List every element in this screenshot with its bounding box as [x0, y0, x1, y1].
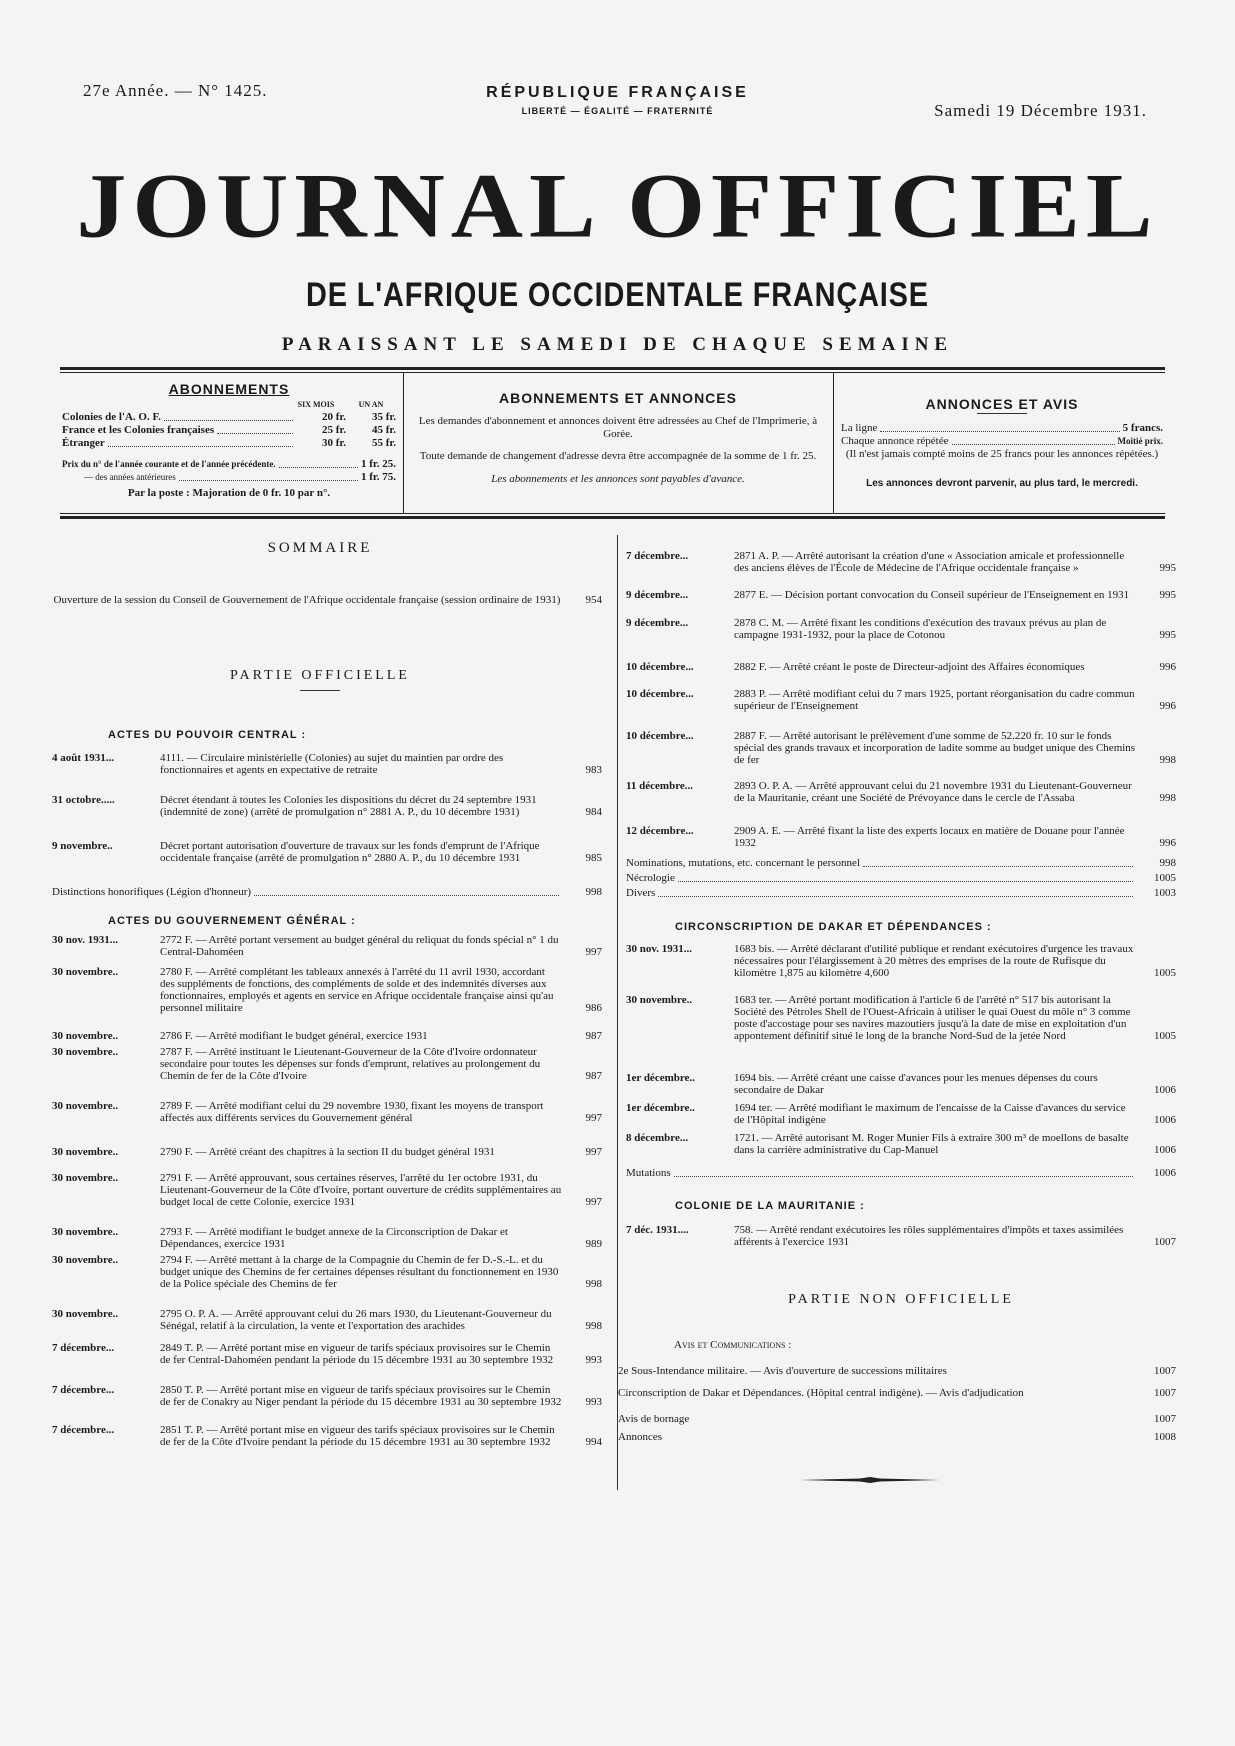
periodicity: PARAISSANT LE SAMEDI DE CHAQUE SEMAINE [281, 334, 954, 355]
toc-entry-date: 10 décembre... [626, 730, 694, 742]
toc-entry-date: 30 novembre.. [52, 1100, 119, 1112]
toc-entry-date: 30 novembre.. [52, 1030, 119, 1042]
toc-entry [618, 1413, 1176, 1425]
toc-entry-text: 1683 ter. — Arrêté portant modification à l'article 6 de l'arrêté n° 517 bis autorisant la Société des Pétroles Shell de l'Ouest-Africain à utiliser le quai Ouest du môle n° 3 comme poste d'accostage pour ses navires mazoutiers jusqu'à la date de mise en exploitation d'un appontement définitif situé le long de la branche Nord-Sud de la jetée Nord [734, 994, 1131, 1042]
toc-entry [626, 994, 1176, 1042]
toc-entry-page: 1006 [1154, 1084, 1176, 1096]
distinctions-text: Distinctions honorifiques (Légion d'honneur) [52, 886, 252, 898]
necrologie-text: Nécrologie [626, 872, 675, 884]
toc-entry-page: 985 [585, 852, 602, 864]
toc-entry-text: 758. — Arrêté rendant exécutoires les rôles supplémentaires d'impôts et taxes assimilées afférents à l'exercice 1931 [734, 1224, 1124, 1248]
toc-entry-text: 2849 T. P. — Arrêté portant mise en vigueur de tarifs spéciaux provisoires sur le Chemin de fer Central-Dahoméen pendant la période du 15 décembre 1931 au 30 septembre 1932 [160, 1342, 554, 1366]
abonnement-year: 55 fr. [371, 437, 396, 449]
ligne-value: 5 francs. [1122, 422, 1163, 434]
toc-entry-date: 12 décembre... [626, 825, 694, 837]
abonnements-annonces-p3: Les abonnements et les annonces sont payables d'avance. [491, 473, 745, 485]
toc-entry-page: 983 [585, 764, 602, 776]
toc-entry [626, 825, 1176, 849]
partie-non-officielle-title: PARTIE NON OFFICIELLE [788, 1292, 1014, 1307]
toc-entry-date: 30 novembre.. [52, 966, 119, 978]
toc-entry-date: 9 décembre... [626, 589, 689, 601]
box-divider [833, 372, 834, 513]
toc-entry-date: 30 novembre.. [52, 1146, 119, 1158]
toc-entry [52, 1308, 602, 1332]
mutations-text: Mutations [626, 1167, 671, 1179]
toc-entry-page: 984 [585, 806, 602, 818]
toc-entry-page: 1007 [1154, 1387, 1176, 1399]
divers-page: 1003 [1154, 887, 1176, 899]
column-divider [617, 535, 618, 1490]
toc-entry-date: 9 décembre... [626, 617, 689, 629]
toc-entry [626, 550, 1176, 574]
toc-entry-date: 30 novembre.. [52, 1254, 119, 1266]
toc-entry [626, 617, 1176, 641]
toc-entry-page: 997 [585, 1196, 602, 1208]
divers-text: Divers [626, 887, 656, 899]
toc-entry [52, 1172, 602, 1208]
toc-entry-text: 2887 F. — Arrêté autorisant le prélèvement d'une somme de 52.220 fr. 10 sur le fonds spécial des grands travaux et incorporation de ladite somme au budget unique des Chemins de fer [734, 730, 1136, 766]
toc-entry [618, 1431, 1176, 1443]
toc-entry-page: 998 [1159, 754, 1176, 766]
toc-entry-text: 2871 A. P. — Arrêté autorisant la création d'une « Association amicale et professionnelle des anciens élèves de l'École de Médecine de l'Afrique occidentale française » [734, 550, 1125, 574]
toc-entry-text: 1694 ter. — Arrêté modifiant le maximum de l'encaisse de la Caisse d'avances du service de l'Hôpital indigène [734, 1102, 1126, 1126]
abonnement-six: 20 fr. [321, 411, 346, 423]
toc-entry-page: 997 [585, 946, 602, 958]
divers-entry [626, 887, 1176, 899]
toc-entry-page: 995 [1159, 629, 1176, 641]
partie-non-officielle-heading [626, 1292, 1176, 1308]
abonnements-box [62, 383, 396, 500]
toc-entry-date: 30 novembre.. [52, 1308, 119, 1320]
toc-entry-date: 30 novembre.. [52, 1172, 119, 1184]
ligne-label: La ligne [841, 422, 878, 434]
toc-entry [52, 840, 602, 864]
toc-entry-text: 2850 T. P. — Arrêté portant mise en vigueur de tarifs spéciaux provisoires sur le Chemin de fer de Conakry au Niger pendant la période du 15 décembre 1931 au 30 septembre 1932 [160, 1384, 562, 1408]
abonnements-annonces-heading: ABONNEMENTS ET ANNONCES [499, 390, 737, 406]
toc-entry-text: 1721. — Arrêté autorisant M. Roger Munier Fils à extraire 300 m³ de moellons de basalte dans la carrière administrative du Cap-Manuel [734, 1132, 1129, 1156]
toc-entry-date: 30 nov. 1931... [52, 934, 119, 946]
toc-entry-text: 2909 A. E. — Arrêté fixant la liste des experts locaux en matière de Douane pour l'année 1932 [734, 825, 1125, 849]
distinctions-entry [52, 886, 602, 898]
toc-entry-date: 10 décembre... [626, 688, 694, 700]
motto: LIBERTÉ — ÉGALITÉ — FRATERNITÉ [521, 106, 714, 116]
repete-label: Chaque annonce répétée [841, 435, 949, 447]
toc-entry [626, 661, 1176, 673]
toc-entry-text: Circonscription de Dakar et Dépendances. (Hôpital central indigène). — Avis d'adjudication [618, 1387, 1024, 1399]
toc-entry-date: 4 août 1931... [52, 752, 115, 764]
toc-entry [626, 1072, 1176, 1096]
toc-entry [626, 589, 1176, 601]
toc-entry-page: 993 [585, 1396, 602, 1408]
toc-entry [52, 1146, 602, 1158]
actes-gouv-heading: ACTES DU GOUVERNEMENT GÉNÉRAL : [108, 915, 356, 927]
toc-entry [52, 1030, 602, 1042]
abonnement-year: 45 fr. [371, 424, 396, 436]
toc-entry-page: 987 [585, 1070, 602, 1082]
end-ornament [800, 1470, 940, 1474]
toc-entry-text: 2877 E. — Décision portant convocation du Conseil supérieur de l'Enseignement en 1931 [734, 589, 1130, 601]
toc-entry-page: 998 [585, 1320, 602, 1332]
toc-entry-date: 11 décembre... [626, 780, 694, 792]
toc-entry-page: 996 [1159, 837, 1176, 849]
toc-entry [626, 943, 1176, 979]
toc-entry-date: 7 décembre... [52, 1424, 115, 1436]
toc-entry-date: 10 décembre... [626, 661, 694, 673]
partie-officielle-heading [60, 668, 580, 691]
toc-entry-date: 31 octobre..... [52, 794, 115, 806]
toc-entry-date: 30 nov. 1931... [626, 943, 693, 955]
toc-entry-date: 9 novembre.. [52, 840, 113, 852]
toc-entry [52, 1384, 602, 1408]
toc-entry [52, 1046, 602, 1082]
toc-entry-page: 987 [585, 1030, 602, 1042]
toc-entry-page: 1005 [1154, 967, 1176, 979]
toc-entry-text: 2791 F. — Arrêté approuvant, sous certaines réserves, l'arrêté du 1er octobre 1931, du Lieutenant-Gouverneur de la Côte d'Ivoire, portant ouverture de crédits supplémentaires au budget local de cette Colonie, exercice 1931 [160, 1172, 562, 1208]
abonnements-annonces-p2: Toute demande de changement d'adresse devra être accompagnée de la somme de 1 fr. 25. [419, 450, 817, 462]
toc-entry-date: 30 novembre.. [52, 1226, 119, 1238]
toc-entry-date: 1er décembre.. [626, 1072, 695, 1084]
toc-entry-page: 997 [585, 1146, 602, 1158]
toc-entry-text: 2851 T. P. — Arrêté portant mise en vigueur des tarifs spéciaux provisoires sur le Chemin de fer de la Côte d'Ivoire pendant la période du 15 décembre 1931 au 30 septembre 1932 [160, 1424, 555, 1448]
abonnements-annonces-p1: Les demandes d'abonnement et annonces doivent être adressées au Chef de l'Imprimerie, à Gorée. [418, 415, 818, 440]
toc-entry-page: 996 [1159, 700, 1176, 712]
toc-entry-text: 4111. — Circulaire ministérielle (Colonies) au sujet du maintien par ordre des fonctionnaires et agents en expectative de retraite [160, 752, 504, 776]
toc-entry-date: 7 décembre... [52, 1342, 115, 1354]
edition-number: 27e Année. — N° 1425. [83, 81, 268, 100]
prix-value: 1 fr. 25. [360, 458, 396, 470]
toc-entry-text: Décret portant autorisation d'ouverture de travaux sur les fonds d'emprunt de l'Afrique occidentale française (arrêté de promulgation n° 2880 A. P., du 10 décembre 1931 [160, 840, 540, 864]
toc-entry-text: 2893 O. P. A. — Arrêté approuvant celui du 21 novembre 1931 du Lieutenant-Gouverneur de la Mauritanie, créant une Société de Prévoyance dans le cercle de l'Assaba [734, 780, 1132, 804]
toc-entry [52, 934, 602, 958]
annonces-avis-box [841, 398, 1163, 490]
journal-subtitle: DE L'AFRIQUE OCCIDENTALE FRANÇAISE [306, 276, 929, 314]
toc-entry-page: 1006 [1154, 1144, 1176, 1156]
toc-entry-text: 2794 F. — Arrêté mettant à la charge de la Compagnie du Chemin de fer D.-S.-L. et du budget unique des Chemins de fer certaines dépenses résultant du fonctionnement en 1930 de la Police spéciale des Chemins de fer [160, 1254, 559, 1290]
toc-entry [52, 1100, 602, 1124]
toc-entry-date: 7 décembre... [52, 1384, 115, 1396]
abonnement-label: Colonies de l'A. O. F. [62, 411, 161, 423]
nominations-text: Nominations, mutations, etc. concernant le personnel [626, 857, 860, 869]
toc-entry [626, 688, 1176, 712]
avis-heading: Avis et Communications : [674, 1339, 792, 1351]
toc-entry-page: 993 [585, 1354, 602, 1366]
ouverture-entry [52, 594, 602, 606]
toc-entry-date: 8 décembre... [626, 1132, 689, 1144]
abonnement-label: Étranger [62, 437, 105, 449]
toc-entry [52, 794, 602, 818]
toc-entry-page: 995 [1159, 589, 1176, 601]
header-rule-bottom [60, 513, 1165, 519]
toc-entry-text: Annonces [618, 1431, 662, 1443]
toc-entry [618, 1365, 1176, 1377]
toc-entry-page: 1008 [1154, 1431, 1176, 1443]
sommaire-heading: SOMMAIRE [267, 540, 373, 556]
header-rule-top [60, 367, 1165, 373]
toc-entry [626, 730, 1176, 766]
toc-entry [52, 1226, 602, 1250]
toc-entry-page: 1007 [1154, 1413, 1176, 1425]
prix-label: Prix du n° de l'année courante et de l'année précédente. [62, 459, 276, 469]
toc-entry-text: 2883 P. — Arrêté modifiant celui du 7 mars 1925, portant réorganisation du cadre commun supérieur de l'Enseignement [734, 688, 1135, 712]
toc-entry-text: 2786 F. — Arrêté modifiant le budget général, exercice 1931 [160, 1030, 428, 1042]
toc-entry-date: 7 décembre... [626, 550, 689, 562]
toc-entry-date: 1er décembre.. [626, 1102, 695, 1114]
toc-entry-text: 2789 F. — Arrêté modifiant celui du 29 novembre 1930, fixant les moyens de transport affectés aux différents services du Gouvernement général [160, 1100, 544, 1124]
toc-entry-page: 997 [585, 1112, 602, 1124]
toc-entry [626, 780, 1176, 804]
toc-entry [618, 1387, 1176, 1399]
toc-entry-text: 2e Sous-Intendance militaire. — Avis d'ouverture de successions militaires [618, 1365, 947, 1377]
poste-note: Par la poste : Majoration de 0 fr. 10 par n°. [127, 487, 331, 499]
toc-entry-date: 30 novembre.. [52, 1046, 119, 1058]
mutations-entry [626, 1167, 1176, 1179]
anterieur-label: — des années antérieures [84, 472, 176, 482]
mauritanie-heading: COLONIE DE LA MAURITANIE : [675, 1200, 865, 1212]
mutations-page: 1006 [1154, 1167, 1176, 1179]
toc-entry-page: 998 [1159, 792, 1176, 804]
journal-title: JOURNAL OFFICIEL [76, 154, 1159, 257]
toc-entry-page: 995 [1159, 562, 1176, 574]
toc-entry [626, 1102, 1176, 1126]
toc-entry-page: 1007 [1154, 1365, 1176, 1377]
col-six-months: SIX MOIS [297, 400, 335, 409]
distinctions-page: 998 [585, 886, 602, 898]
box-divider [403, 372, 404, 513]
toc-entry-text: Avis de bornage [618, 1413, 690, 1425]
ouverture-text: Ouverture de la session du Conseil de Gouvernement de l'Afrique occidentale française (session ordinaire de 1931) [53, 594, 561, 606]
abonnements-annonces-box [410, 392, 826, 486]
toc-entry-date: 30 novembre.. [626, 994, 693, 1006]
toc-entry-page: 989 [585, 1238, 602, 1250]
abonnement-label: France et les Colonies françaises [62, 424, 215, 436]
abonnement-year: 35 fr. [371, 411, 396, 423]
toc-entry [626, 1132, 1176, 1156]
toc-entry-text: 2882 F. — Arrêté créant le poste de Directeur-adjoint des Affaires économiques [734, 661, 1085, 673]
toc-entry-text: 2772 F. — Arrêté portant versement au budget général du reliquat du fonds spécial n° 1 du Central-Dahoméen [160, 934, 559, 958]
toc-entry [626, 1224, 1176, 1248]
toc-entry-text: Décret étendant à toutes les Colonies les dispositions du décret du 24 septembre 1931 (indemnité de zone) (arrêté de promulgation n° 2881 A. P., du 10 décembre 1931) [160, 794, 537, 818]
issue-date: Samedi 19 Décembre 1931. [934, 101, 1147, 120]
repete-value: Moitié prix. [1117, 436, 1163, 446]
toc-entry-page: 1007 [1154, 1236, 1176, 1248]
toc-entry-page: 994 [585, 1436, 602, 1448]
toc-entry-text: 2787 F. — Arrêté instituant le Lieutenant-Gouverneur de la Côte d'Ivoire ordonnateur secondaire pour toutes les dépenses sur fonds d'emprunt, relatives au prolongement du Chemin de fer de la Côte d'Ivoire [160, 1046, 541, 1082]
nominations-entry [626, 857, 1176, 869]
partie-officielle-title: PARTIE OFFICIELLE [230, 668, 410, 683]
toc-entry [52, 966, 602, 1014]
toc-entry-text: 2790 F. — Arrêté créant des chapitres à la section II du budget général 1931 [160, 1146, 495, 1158]
dakar-heading: CIRCONSCRIPTION DE DAKAR ET DÉPENDANCES : [675, 921, 992, 933]
toc-entry-page: 998 [585, 1278, 602, 1290]
toc-entry-text: 2780 F. — Arrêté complétant les tableaux annexés à l'arrêté du 11 avril 1930, accordant des suppléments de fonctions, des compléments de solde et des indemnités diverses aux fonctionnaires, employés et agents en service en Afrique occidentale française ainsi qu'au personnel militaire [160, 966, 554, 1014]
nominations-page: 998 [1159, 857, 1176, 869]
abonnement-six: 25 fr. [321, 424, 346, 436]
ouverture-page: 954 [585, 594, 602, 606]
toc-entry [52, 1342, 602, 1366]
toc-entry-page: 1005 [1154, 1030, 1176, 1042]
actes-central-heading: ACTES DU POUVOIR CENTRAL : [108, 729, 307, 741]
toc-entry-page: 986 [585, 1002, 602, 1014]
necrologie-entry [626, 872, 1176, 884]
toc-entry [52, 1254, 602, 1290]
deadline-note: Les annonces devront parvenir, au plus tard, le mercredi. [866, 478, 1138, 489]
toc-entry [52, 1424, 602, 1448]
toc-entry-text: 1683 bis. — Arrêté déclarant d'utilité publique et rendant exécutoires d'urgence les travaux nécessaires pour l'élargissement à 20 mètres des emprises de la route de Rufisque du kilomètre 1,875 au kilomètre 4,600 [734, 943, 1134, 979]
col-one-year: UN AN [358, 400, 384, 409]
toc-entry-text: 2793 F. — Arrêté modifiant le budget annexe de la Circonscription de Dakar et Dépendances, exercice 1931 [160, 1226, 508, 1250]
toc-entry-date: 7 déc. 1931.... [626, 1224, 689, 1236]
toc-entry [52, 752, 602, 776]
abonnement-six: 30 fr. [321, 437, 346, 449]
annonces-avis-heading: ANNONCES ET AVIS [925, 396, 1079, 412]
toc-entry-text: 2878 C. M. — Arrêté fixant les conditions d'exécution des travaux prévus au plan de campagne 1931-1932, pour la place de Cotonou [734, 617, 1107, 641]
country-name: RÉPUBLIQUE FRANÇAISE [486, 84, 749, 101]
repete-note: (Il n'est jamais compté moins de 25 francs pour les annonces répétées.) [845, 448, 1159, 460]
toc-entry-text: 1694 bis. — Arrêté créant une caisse d'avances pour les menues dépenses du cours secondaire de Dakar [734, 1072, 1098, 1096]
necrologie-page: 1005 [1154, 872, 1176, 884]
toc-entry-text: 2795 O. P. A. — Arrêté approuvant celui du 26 mars 1930, du Lieutenant-Gouverneur du Sénégal, relatif à la circulation, la vente et l'exportation des arachides [160, 1308, 552, 1332]
anterieur-value: 1 fr. 75. [360, 471, 396, 483]
toc-entry-page: 996 [1159, 661, 1176, 673]
toc-entry-page: 1006 [1154, 1114, 1176, 1126]
abonnements-heading: ABONNEMENTS [168, 381, 290, 397]
